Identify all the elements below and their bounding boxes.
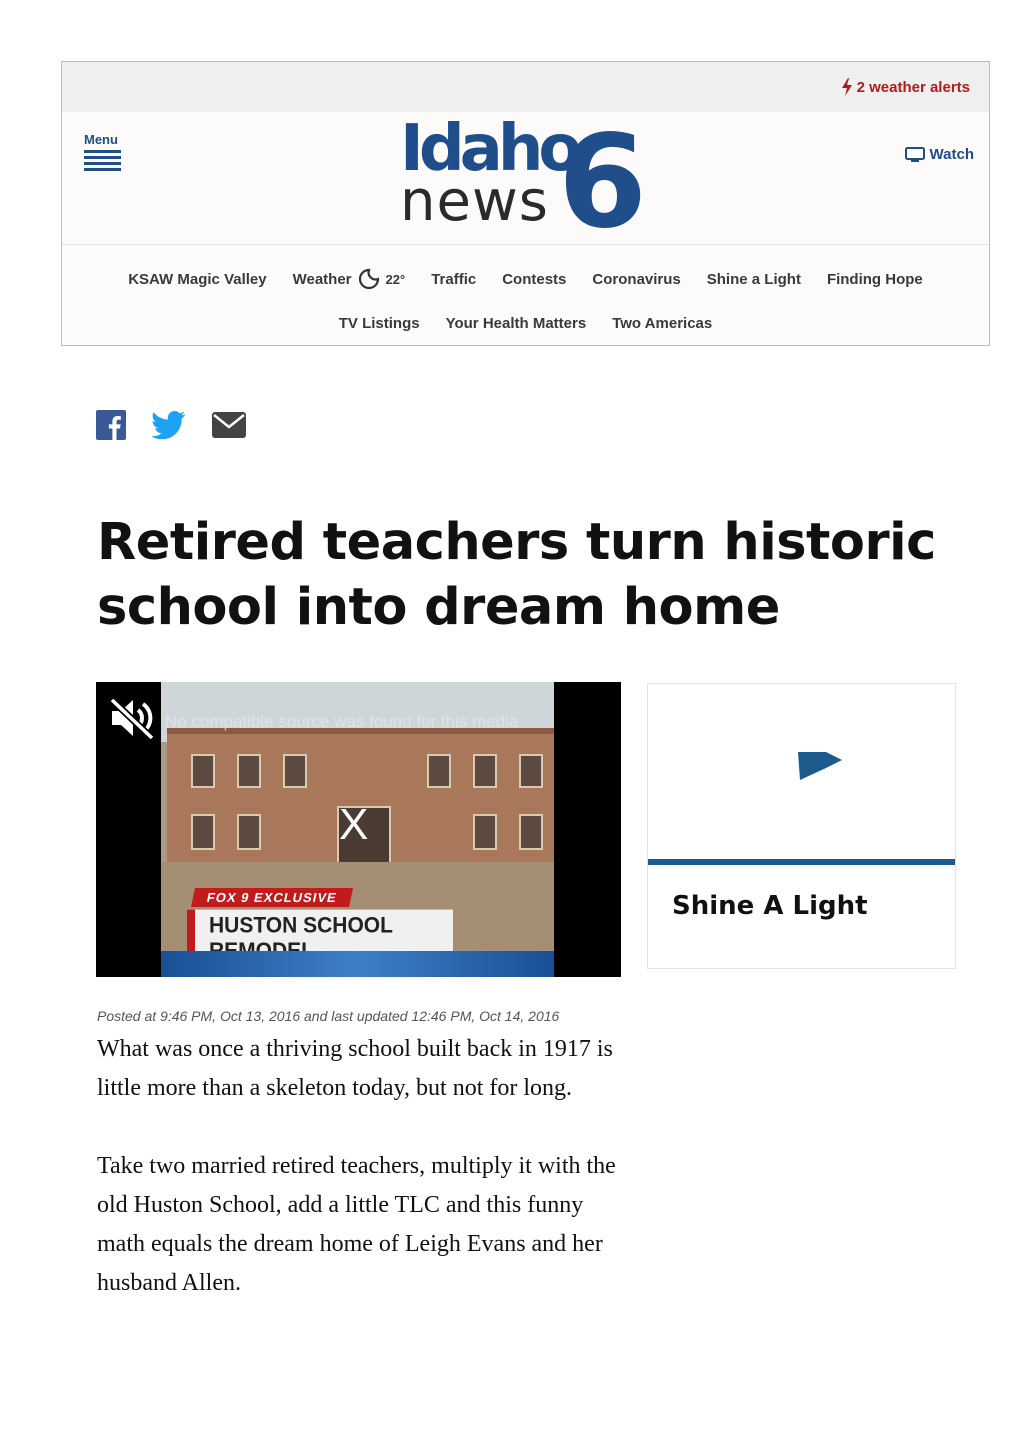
article-body <box>97 1030 622 1342</box>
article-paragraph: Take two married retired teachers, multiply it with the old Huston School, add a little TLC and this funny math equals the dream home of Leigh Evans and her husband Allen. <box>97 1153 616 1296</box>
nav-label: Contests <box>502 270 567 288</box>
nav-two-americas[interactable] <box>612 315 712 332</box>
article-paragraph: What was once a thriving school built back in 1917 is little more than a skeleton today, but not for long. <box>97 1036 613 1101</box>
nav-label: Coronavirus <box>592 270 681 288</box>
nav-shine-a-light[interactable] <box>707 271 801 288</box>
nav-finding-hope[interactable] <box>827 271 923 288</box>
idaho-news-6-logo[interactable] <box>400 118 655 230</box>
watch-label: Watch <box>929 146 974 163</box>
card-thumbnail <box>648 684 955 865</box>
twitter-icon[interactable] <box>152 411 186 439</box>
weather-alerts-text: 2 weather alerts <box>856 78 970 96</box>
video-player[interactable] <box>96 682 621 977</box>
video-tag: FOX 9 EXCLUSIVE <box>191 888 353 907</box>
nav-label: Weather <box>292 270 352 288</box>
nav-traffic[interactable] <box>431 271 476 288</box>
logo-number: 6 <box>558 118 648 230</box>
menu-label: Menu <box>84 132 118 147</box>
nav-tv-listings[interactable] <box>339 315 420 332</box>
nav-ksaw-magic-valley[interactable] <box>128 271 266 288</box>
weather-alerts-link[interactable] <box>841 78 970 96</box>
nav-label: Shine a Light <box>706 270 801 288</box>
partly-cloudy-moon-icon <box>358 268 380 290</box>
video-error-message: No compatible source was found for this media. <box>165 712 524 731</box>
nav-label: Two Americas <box>612 314 713 332</box>
nav-contests[interactable] <box>502 271 566 288</box>
nav-label: Your Health Matters <box>445 314 587 332</box>
video-banner: HUSTON SCHOOL <box>187 910 453 969</box>
secondary-nav <box>62 313 989 333</box>
site-header <box>61 61 990 346</box>
nav-label: Finding Hope <box>826 270 923 288</box>
nav-your-health-matters[interactable] <box>446 315 587 332</box>
nav-coronavirus[interactable] <box>592 271 680 288</box>
weather-temp: 22° <box>385 271 406 287</box>
video-ticker <box>161 951 554 977</box>
lightning-icon <box>841 78 853 96</box>
hamburger-icon <box>84 150 124 171</box>
facebook-icon[interactable] <box>96 410 126 440</box>
main-nav <box>62 263 989 295</box>
posted-timestamp: Posted at 9:46 PM, Oct 13, 2016 and last updated 12:46 PM, Oct 14, 2016 <box>97 1008 560 1024</box>
nav-label: KSAW Magic Valley <box>128 270 267 288</box>
nav-label: Traffic <box>431 270 477 288</box>
close-error-button[interactable]: X <box>339 800 369 849</box>
sidebar-card-shine-a-light[interactable] <box>647 683 956 969</box>
muted-speaker-icon[interactable] <box>108 696 156 740</box>
tv-icon <box>905 147 925 163</box>
menu-button[interactable] <box>84 132 124 174</box>
share-bar <box>96 410 246 440</box>
flag-icon <box>796 750 844 780</box>
logo-text-top: Idaho <box>400 118 578 186</box>
alert-bar <box>62 62 989 112</box>
email-icon[interactable] <box>212 412 246 438</box>
nav-label: TV Listings <box>338 314 420 332</box>
card-title: Shine A Light <box>672 891 868 921</box>
brand-row <box>62 112 989 245</box>
nav-weather[interactable] <box>293 268 406 290</box>
logo-text-bottom: news <box>400 169 549 230</box>
article-headline: Retired teachers turn historic school into dream home <box>97 513 936 637</box>
watch-link[interactable] <box>905 146 974 163</box>
